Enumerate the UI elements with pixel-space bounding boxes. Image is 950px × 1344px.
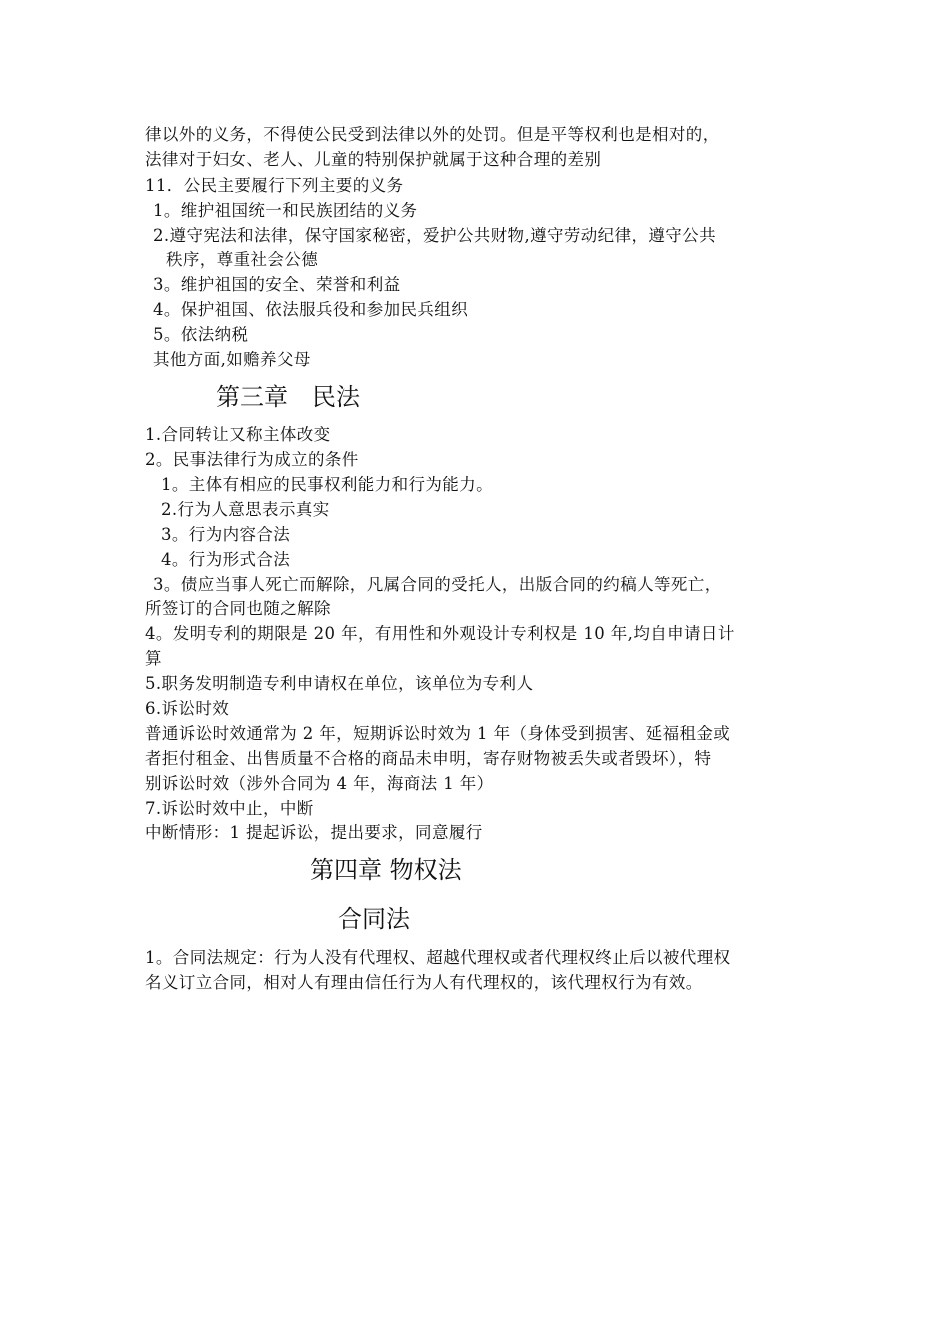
ch3-condition-1: 1。主体有相应的民事权利能力和行为能力。: [161, 475, 493, 494]
contract-law-heading: 合同法: [338, 905, 410, 933]
ch3-item-4: 4。发明专利的期限是 20 年，有用性和外观设计专利权是 10 年,均自申请日计: [145, 624, 735, 643]
duty-item-other: 其他方面,如赡养父母: [153, 350, 311, 369]
duty-item-4: 4。保护祖国、依法服兵役和参加民兵组织: [153, 300, 469, 319]
text-line: 律以外的义务，不得使公民受到法律以外的处罚。但是平等权利也是相对的，: [145, 125, 720, 144]
text-line: 法律对于妇女、老人、儿童的特别保护就属于这种合理的差别: [145, 150, 602, 169]
duty-item-1: 1。维护祖国统一和民族团结的义务: [153, 201, 418, 220]
contract-law-item-1: 1。合同法规定：行为人没有代理权、超越代理权或者代理权终止后以被代理权: [145, 948, 731, 967]
ch3-item-3: 3。债应当事人死亡而解除，凡属合同的受托人，出版合同的约稿人等死亡，: [153, 575, 722, 594]
ch3-condition-4: 4。行为形式合法: [161, 550, 291, 569]
ch3-condition-2: 2.行为人意思表示真实: [161, 500, 330, 519]
ch3-item-4-cont: 算: [145, 649, 162, 668]
duty-item-5: 5。依法纳税: [153, 325, 249, 344]
ch3-item-6-text: 普通诉讼时效通常为 2 年，短期诉讼时效为 1 年（身体受到损害、延福租金或: [145, 724, 731, 743]
ch3-item-6: 6.诉讼时效: [145, 699, 230, 718]
duty-item-2: 2.遵守宪法和法律，保守国家秘密，爱护公共财物,遵守劳动纪律，遵守公共: [153, 226, 716, 245]
duty-item-3: 3。维护祖国的安全、荣誉和利益: [153, 275, 401, 294]
chapter4-heading: 第四章 物权法: [310, 856, 462, 884]
ch3-condition-3: 3。行为内容合法: [161, 525, 291, 544]
ch3-item-7: 7.诉讼时效中止，中断: [145, 799, 314, 818]
list-item-11: 11．公民主要履行下列主要的义务: [145, 176, 404, 195]
ch3-item-6-text: 者拒付租金、出售质量不合格的商品未申明，寄存财物被丢失或者毁坏），特: [145, 749, 712, 768]
duty-item-2-cont: 秩序，尊重社会公德: [166, 250, 319, 269]
ch3-item-1: 1.合同转让又称主体改变: [145, 425, 331, 444]
contract-law-item-1-cont: 名义订立合同，相对人有理由信任行为人有代理权的，该代理权行为有效。: [145, 973, 703, 992]
chapter3-heading: 第三章 民法: [216, 383, 360, 411]
ch3-item-5: 5.职务发明制造专利申请权在单位，该单位为专利人: [145, 674, 534, 693]
ch3-item-2: 2。民事法律行为成立的条件: [145, 450, 359, 469]
ch3-item-3-cont: 所签订的合同也随之解除: [145, 599, 331, 618]
ch3-item-6-text: 别诉讼时效（涉外合同为 4 年，海商法 1 年）: [145, 774, 494, 793]
ch3-item-7-detail: 中断情形：1 提起诉讼，提出要求，同意履行: [145, 823, 483, 842]
